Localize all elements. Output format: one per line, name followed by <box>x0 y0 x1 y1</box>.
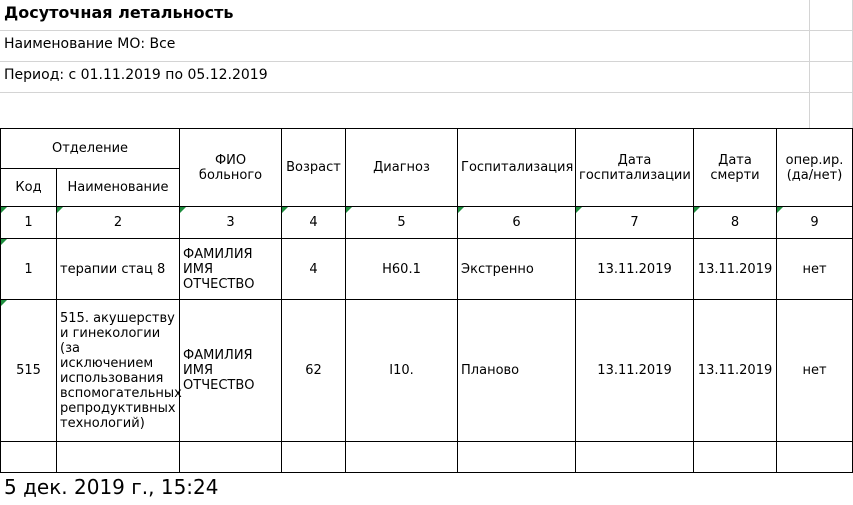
cell-code-text: 1 <box>24 261 33 277</box>
cell-marker <box>282 207 288 213</box>
cell-operation: нет <box>777 239 853 300</box>
col-header-fio: ФИО больного <box>180 129 282 207</box>
col-header-death-date: Дата смерти <box>694 129 777 207</box>
empty-cell <box>180 442 282 473</box>
empty-cell <box>694 442 777 473</box>
table-row <box>1 300 853 442</box>
empty-cell <box>777 442 853 473</box>
cell-age: 4 <box>282 239 346 300</box>
cell-marker <box>180 207 186 213</box>
cell-age: 62 <box>282 300 346 442</box>
group-header-department: Отделение <box>1 129 180 169</box>
empty-row <box>1 442 853 473</box>
col-number-text: 1 <box>24 215 33 230</box>
cell-code <box>1 239 57 300</box>
mortality-table <box>0 128 853 473</box>
period-label: Период: с 01.11.2019 по 05.12.2019 <box>4 67 268 83</box>
col-header-hosp-date: Дата госпитализации <box>576 129 694 207</box>
cell-code-text: 515 <box>16 363 41 378</box>
col-number <box>57 207 180 239</box>
empty-cell <box>57 442 180 473</box>
cell-marker <box>694 207 700 213</box>
empty-cell <box>282 442 346 473</box>
col-header-operation: опер.ир. (да/нет) <box>777 129 853 207</box>
empty-cell <box>576 442 694 473</box>
cell-marker <box>1 207 7 213</box>
grid-column-line <box>809 0 810 128</box>
col-number-text: 8 <box>730 215 740 230</box>
report-timestamp: 5 дек. 2019 г., 15:24 <box>4 475 219 499</box>
col-header-code: Код <box>1 169 57 207</box>
cell-hosp-date: 13.11.2019 <box>576 239 694 300</box>
cell-marker <box>777 207 783 213</box>
cell-name: терапии стац 8 <box>57 239 180 300</box>
col-number <box>576 207 694 239</box>
col-number <box>346 207 458 239</box>
cell-marker <box>458 207 464 213</box>
grid-row <box>0 93 853 128</box>
col-number <box>1 207 57 239</box>
cell-marker <box>1 239 7 245</box>
col-number <box>777 207 853 239</box>
col-number <box>180 207 282 239</box>
column-number-row <box>1 207 853 239</box>
col-number <box>694 207 777 239</box>
col-number-text: 6 <box>512 215 521 230</box>
col-number <box>282 207 346 239</box>
report-title: Досуточная летальность <box>4 3 234 22</box>
col-number-text: 7 <box>630 215 639 230</box>
mo-label: Наименование МО: Все <box>4 36 176 52</box>
col-number-text: 2 <box>113 215 123 230</box>
empty-cell <box>346 442 458 473</box>
cell-hospitalization: Планово <box>458 300 576 442</box>
col-header-name: Наименование <box>57 169 180 207</box>
col-number-text: 5 <box>397 215 406 230</box>
table-row <box>1 239 853 300</box>
cell-fio: ФАМИЛИЯ ИМЯ ОТЧЕСТВО <box>180 239 282 300</box>
col-header-age: Возраст <box>282 129 346 207</box>
cell-death-date: 13.11.2019 <box>694 239 777 300</box>
cell-marker <box>576 207 582 213</box>
cell-name: 515. акушерству и гинекологии (за исключением использования вспомогательных репродуктивных технологий) <box>57 300 180 442</box>
cell-fio: ФАМИЛИЯ ИМЯ ОТЧЕСТВО <box>180 300 282 442</box>
col-number-text: 3 <box>226 215 235 230</box>
col-header-hospitalization: Госпитализация <box>458 129 576 207</box>
empty-cell <box>458 442 576 473</box>
cell-diagnosis: H60.1 <box>346 239 458 300</box>
col-header-diagnosis: Диагноз <box>346 129 458 207</box>
cell-marker <box>57 207 63 213</box>
cell-death-date: 13.11.2019 <box>694 300 777 442</box>
cell-marker <box>346 207 352 213</box>
cell-hosp-date: 13.11.2019 <box>576 300 694 442</box>
cell-code <box>1 300 57 442</box>
col-number <box>458 207 576 239</box>
cell-marker <box>1 300 7 306</box>
cell-hospitalization: Экстренно <box>458 239 576 300</box>
cell-diagnosis: I10. <box>346 300 458 442</box>
col-number-text: 4 <box>309 215 318 230</box>
col-number-text: 9 <box>810 215 819 230</box>
empty-cell <box>1 442 57 473</box>
cell-operation: нет <box>777 300 853 442</box>
header-area <box>0 0 853 128</box>
